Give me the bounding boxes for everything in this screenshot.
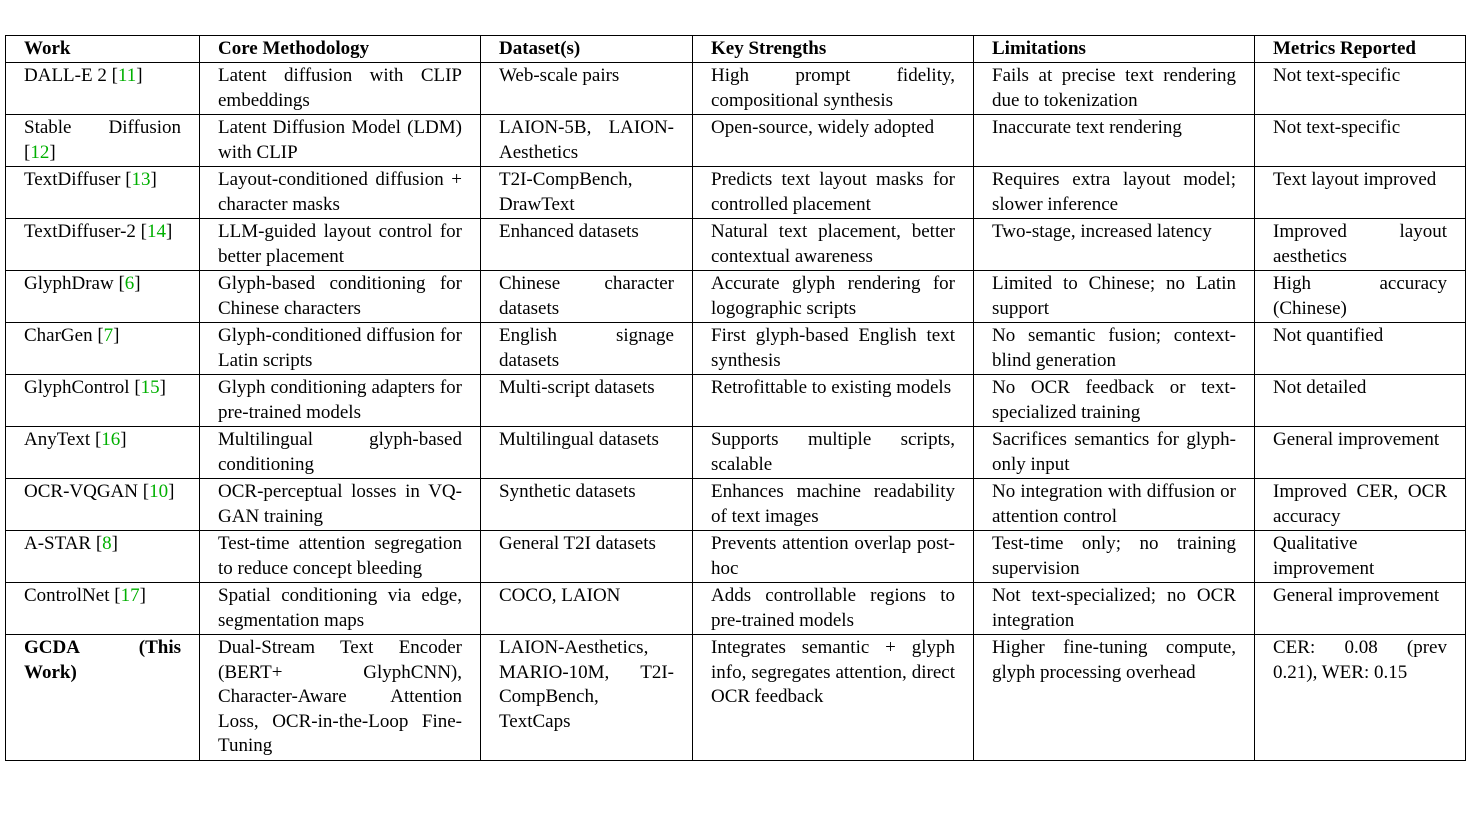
cell-key-strengths: Retrofittable to existing models [693,375,974,427]
cell-work: Stable Diffusion [12] [6,115,200,167]
cell-work: GlyphDraw [6] [6,271,200,323]
cell-work: DALL-E 2 [11] [6,63,200,115]
header-datasets: Dataset(s) [481,36,693,63]
cell-work [6,635,200,761]
cell-work: CharGen [7] [6,323,200,375]
table-row [6,531,1466,583]
cell-limitations: Requires extra layout model; slower inference [974,167,1255,219]
cell-key-strengths: Open-source, widely adopted [693,115,974,167]
cell-core-methodology: Dual-Stream Text Encoder (BERT+ GlyphCNN), Character-Aware Attention Loss, OCR-in-the-Loop Fine-Tuning [200,635,481,761]
table-row [6,375,1466,427]
cell-key-strengths: High prompt fidelity, compositional synthesis [693,63,974,115]
cell-key-strengths: Supports multiple scripts, scalable [693,427,974,479]
table-row [6,219,1466,271]
cell-metrics-reported: Qualitative improvement [1255,531,1466,583]
cell-work: GlyphControl [15] [6,375,200,427]
cell-metrics-reported: Not text-specific [1255,115,1466,167]
work-name: GlyphDraw [24,273,114,294]
work-name: Stable Diffusion [24,117,181,138]
cell-work: TextDiffuser [13] [6,167,200,219]
header-core-methodology: Core Methodology [200,36,481,63]
cell-work: A-STAR [8] [6,531,200,583]
cell-datasets: General T2I datasets [481,531,693,583]
cell-metrics-reported: Text layout improved [1255,167,1466,219]
cell-core-methodology: Glyph-based conditioning for Chinese characters [200,271,481,323]
table-body [6,63,1466,761]
table-row [6,479,1466,531]
cell-core-methodology: Layout-conditioned diffusion + character masks [200,167,481,219]
work-name: GCDA (This Work) [24,637,181,683]
citation-link[interactable]: 10 [149,481,169,502]
work-name: A-STAR [24,533,92,554]
cell-key-strengths: First glyph-based English text synthesis [693,323,974,375]
citation-link[interactable]: 14 [146,221,166,242]
cell-core-methodology: Glyph conditioning adapters for pre-trained models [200,375,481,427]
cell-metrics-reported: Not quantified [1255,323,1466,375]
cell-metrics-reported: General improvement [1255,427,1466,479]
cell-metrics-reported: High accuracy (Chinese) [1255,271,1466,323]
work-name: GlyphControl [24,377,130,398]
cell-key-strengths: Accurate glyph rendering for logographic scripts [693,271,974,323]
header-key-strengths: Key Strengths [693,36,974,63]
citation-link[interactable]: 17 [120,585,140,606]
cell-limitations: Sacrifices semantics for glyph-only input [974,427,1255,479]
cell-limitations: Limited to Chinese; no Latin support [974,271,1255,323]
work-name: CharGen [24,325,93,346]
cell-key-strengths: Integrates semantic + glyph info, segregates attention, direct OCR feedback [693,635,974,761]
cell-metrics-reported: Not text-specific [1255,63,1466,115]
cell-limitations: Higher fine-tuning compute, glyph processing overhead [974,635,1255,761]
table-row [6,167,1466,219]
cell-metrics-reported: CER: 0.08 (prev 0.21), WER: 0.15 [1255,635,1466,761]
cell-metrics-reported: Not detailed [1255,375,1466,427]
header-limitations: Limitations [974,36,1255,63]
cell-datasets: Web-scale pairs [481,63,693,115]
cell-datasets: Multilingual datasets [481,427,693,479]
cell-key-strengths: Prevents attention overlap post-hoc [693,531,974,583]
cell-datasets: LAION-5B, LAION-Aesthetics [481,115,693,167]
comparison-table [5,35,1466,761]
work-name: TextDiffuser-2 [24,221,136,242]
cell-key-strengths: Adds controllable regions to pre-trained models [693,583,974,635]
citation-link[interactable]: 11 [117,65,137,86]
header-metrics-reported: Metrics Reported [1255,36,1466,63]
cell-limitations: Inaccurate text rendering [974,115,1255,167]
cell-limitations: Two-stage, increased latency [974,219,1255,271]
cell-work: OCR-VQGAN [10] [6,479,200,531]
citation-link[interactable]: 7 [103,325,114,346]
cell-limitations: No integration with diffusion or attention control [974,479,1255,531]
cell-datasets: Chinese character datasets [481,271,693,323]
header-row [6,36,1466,63]
work-name: ControlNet [24,585,110,606]
cell-core-methodology: OCR-perceptual losses in VQ-GAN training [200,479,481,531]
cell-core-methodology: Test-time attention segregation to reduce concept bleeding [200,531,481,583]
cell-datasets: English signage datasets [481,323,693,375]
cell-datasets: Synthetic datasets [481,479,693,531]
cell-work: AnyText [16] [6,427,200,479]
cell-limitations: Not text-specialized; no OCR integration [974,583,1255,635]
work-name: OCR-VQGAN [24,481,138,502]
cell-work: TextDiffuser-2 [14] [6,219,200,271]
citation-link[interactable]: 12 [30,141,50,163]
table-row [6,427,1466,479]
cell-datasets: COCO, LAION [481,583,693,635]
cell-core-methodology: Latent diffusion with CLIP embeddings [200,63,481,115]
citation-link[interactable]: 8 [102,533,112,554]
cell-key-strengths: Natural text placement, better contextual awareness [693,219,974,271]
cell-core-methodology: Spatial conditioning via edge, segmentation maps [200,583,481,635]
table-row [6,583,1466,635]
cell-limitations: Fails at precise text rendering due to tokenization [974,63,1255,115]
table-row [6,271,1466,323]
cell-core-methodology: LLM-guided layout control for better placement [200,219,481,271]
table-row [6,635,1466,761]
cell-datasets: Enhanced datasets [481,219,693,271]
table-row [6,115,1466,167]
citation-link[interactable]: 16 [101,429,121,450]
header-work: Work [6,36,200,63]
cell-key-strengths: Enhances machine readability of text images [693,479,974,531]
work-name: TextDiffuser [24,169,121,190]
cell-datasets: T2I-CompBench, DrawText [481,167,693,219]
work-name: DALL-E 2 [24,65,107,86]
cell-work: ControlNet [17] [6,583,200,635]
cell-core-methodology: Latent Diffusion Model (LDM) with CLIP [200,115,481,167]
cell-metrics-reported: Improved CER, OCR accuracy [1255,479,1466,531]
cell-limitations: No semantic fusion; context-blind generation [974,323,1255,375]
cell-core-methodology: Multilingual glyph-based conditioning [200,427,481,479]
cell-core-methodology: Glyph-conditioned diffusion for Latin scripts [200,323,481,375]
work-name: AnyText [24,429,91,450]
cell-key-strengths: Predicts text layout masks for controlled placement [693,167,974,219]
citation-link[interactable]: 15 [140,377,160,398]
citation-link[interactable]: 6 [124,273,135,294]
cell-datasets: LAION-Aesthetics, MARIO-10M, T2I-CompBench, TextCaps [481,635,693,761]
cell-metrics-reported: General improvement [1255,583,1466,635]
table-row [6,323,1466,375]
citation-link[interactable]: 13 [131,169,151,190]
table-row [6,63,1466,115]
cell-metrics-reported: Improved layout aesthetics [1255,219,1466,271]
cell-limitations: No OCR feedback or text-specialized training [974,375,1255,427]
cell-limitations: Test-time only; no training supervision [974,531,1255,583]
cell-datasets: Multi-script datasets [481,375,693,427]
